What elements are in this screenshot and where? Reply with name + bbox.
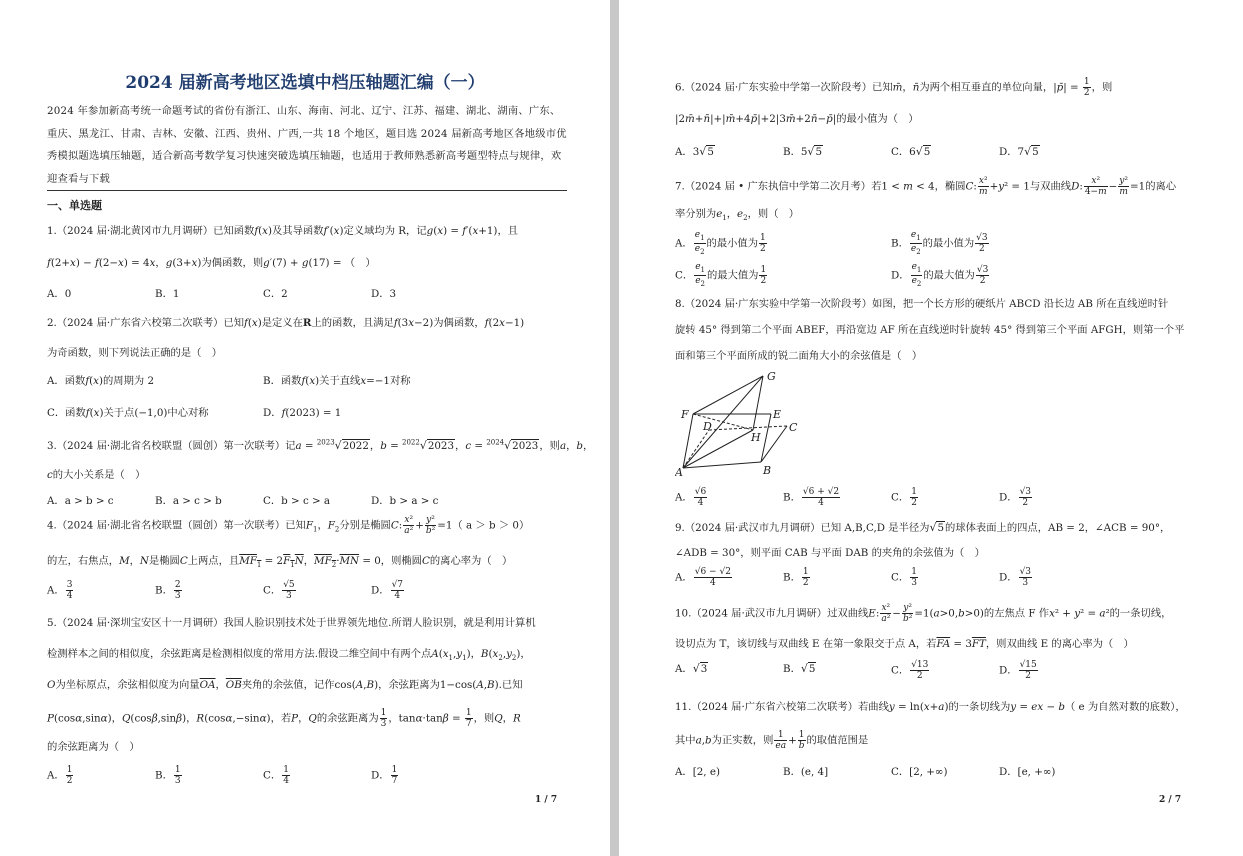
- q8-choice-b: B． $\frac{√6 + √2}{4}$: [783, 487, 840, 508]
- q7-choice-b: B． $\frac{e_1}{e_2}$ 的最小值为 $\frac{√3}{2}$: [891, 230, 988, 256]
- q2-choice-text: B．函数: [263, 375, 302, 387]
- q11-text: 为正实数，则: [711, 734, 774, 747]
- q5-choice-c: C． $\frac{1}{4}$: [263, 765, 289, 786]
- q2-text: 是定义在: [261, 317, 303, 329]
- question-1-line-2: f(2+x) − f(2−x) = 4x，g(3+x)为偶函数，则g′(7) + g(17) = （ ）: [47, 257, 376, 269]
- label-g: G: [767, 370, 776, 383]
- q4-choice-a: A． $\frac{3}{4}$: [47, 580, 73, 601]
- question-5-line-1: 5.（2024 届·深圳宝安区十一月调研）我国人脸识别技术处于世界领先地位.所谓人脸识别，就是利用计算机: [47, 617, 536, 629]
- question-8-line-1: 8.（2024 届·广东实验中学第一次阶段考）如图，把一个长方形的硬纸片 ABCD 沿长边 AB 所在直线逆时针: [675, 298, 1169, 310]
- q1-text: 为偶函数，则: [201, 257, 264, 269]
- q10-text: ，则双曲线 E 的离心率为（ ）: [985, 638, 1134, 650]
- question-11-line-2: 其中a,b为正实数，则 $\frac{1}{ea}$ + $\frac{1}{b}$ 的取值范围是: [675, 730, 869, 751]
- intro-paragraph: 2024 年参加新高考统一命题考试的省份有浙江、山东、海南、河北、辽宁、江苏、福建、湖北、湖南、广东、重庆、黑龙江、甘肃、吉林、安徽、江西、贵州、广西,一共 18 个地区，题目选 2024 届新高考地区各地级市优秀模拟题选填压轴题，适合新高考数学复习快速突破选填压轴题，也适用于教师熟悉新高考题型特点与规律，欢迎查看与下载: [47, 105, 567, 185]
- q2-choice-c: C．函数f(x)关于点(−1,0)中心对称: [47, 407, 209, 419]
- q5-text: ，余弦距离为: [378, 679, 440, 691]
- question-8-line-2: 旋转 45° 得到第二个平面 ABEF，再沿宽边 AF 所在直线逆时针旋转 45° 得到第三个平面 AFGH，则第一个平: [675, 324, 1185, 336]
- q9-text: 的球体表面上的四点，AB = 2，∠ACB = 90°，: [945, 522, 1171, 534]
- q9-choice-a: A． $\frac{√6 - √2}{4}$: [675, 567, 731, 588]
- q7-choice-c: C． $\frac{e_1}{e_2}$ 的最大值为 $\frac{1}{2}$: [675, 262, 767, 288]
- q4-text: ，则椭圆: [380, 555, 422, 567]
- question-5-line-2: 检测样本之间的相似度，余弦距离是检测相似度的常用方法.假设二维空间中有两个点$A(x_1,y_1)$，$B(x_2,y_2)$，: [47, 648, 531, 663]
- page-2: [619, 0, 1243, 856]
- q11-choice-b: B．(e, 4]: [783, 766, 829, 778]
- question-10-line-2: 设切点为 T，该切线与双曲线 E 在第一象限交于点 A，若$\overline{FA} = 3\overline{FT}$，则双曲线 E 的离心率为（ ）: [675, 638, 1134, 650]
- q3-choice-a: A．a > b > c: [47, 495, 114, 507]
- q2-choice-text: C．函数: [47, 407, 86, 419]
- label-d: D: [703, 420, 712, 433]
- q7-choice-d: D． $\frac{e_1}{e_2}$ 的最大值为 $\frac{√3}{2}$: [891, 262, 989, 288]
- q3-choice-c: C．b > c > a: [263, 495, 331, 507]
- q7-choice-text: 的最大值为: [923, 269, 975, 282]
- q2-choice-text: 中心对称: [167, 407, 209, 419]
- q4-text: 的离心率为（ ）: [429, 555, 513, 567]
- q7-text: 率分别为: [675, 208, 717, 220]
- q8-choice-c: C． $\frac{1}{2}$: [891, 487, 917, 508]
- q6-text: 6.（2024 届·广东实验中学第一次阶段考）已知: [675, 81, 893, 94]
- edge-gh: [753, 376, 763, 430]
- q2-choice-text: D．: [263, 407, 282, 419]
- question-3-line-1: 3.（2024 届·湖北省名校联盟（圆创）第一次联考）记a = $^{2023}$√2022，b = $^{2022}$√2023，c = $^{2024}$√2023，则a，b，: [47, 438, 594, 452]
- q4-choice-b: B． $\frac{2}{3}$: [155, 580, 181, 601]
- q7-choice-text: 的最大值为: [706, 269, 759, 282]
- q7-choice-text: 的最小值为: [922, 237, 975, 250]
- question-4-line-1: 4.（2024 届·湖北省名校联盟（圆创）第一次联考）已知$F_1$，$F_2$分别是椭圆C: $\frac{\text{x²}}{\text{a²}}$ + $\frac{\text{y²}}{\text{b²}}$ =1（ a ＞ b ＞ 0）: [47, 515, 530, 536]
- question-11-line-1: 11.（2024 届·广东省六校第二次联考）若曲线y = ln(x+a)的一条切线为y = ex − b（ e 为自然对数的底数），: [675, 701, 1186, 713]
- q7-text: 7.（2024 届 • 广东执信中学第二次月考）若: [675, 180, 882, 193]
- q2-choice-text: A．函数: [47, 375, 86, 387]
- question-4-line-2: 的左，右焦点，M，N是椭圆C上两点，且$MF_1 = 2F_1N$，$MF_2\cdot\overline{MN} = 0$，则椭圆C的离心率为（ ）: [47, 555, 513, 570]
- edge-fg: [693, 376, 763, 414]
- q10-choice-a: A．√3: [675, 662, 708, 675]
- q1-text: 1.（2024 届·湖北黄冈市九月调研）已知函数: [47, 225, 255, 237]
- question-2-line-2: 为奇函数，则下列说法正确的是（ ）: [47, 347, 223, 359]
- edge-af: [683, 414, 693, 468]
- q4-text: 是椭圆: [148, 555, 180, 567]
- q11-text: 的取值范围是: [806, 734, 869, 747]
- q2-text: 为偶函数，: [433, 317, 485, 329]
- q4-choice-d: D． $\frac{√7}{4}$: [371, 580, 404, 601]
- q5-text: 夹角的余弦值，记作: [241, 679, 335, 691]
- q5-text: 的余弦距离为: [316, 712, 379, 725]
- question-7-line-1: 7.（2024 届 • 广东执信中学第二次月考）若1 < m < 4，椭圆C: $\frac{\text{x²}}{m}$ +y² = 1与双曲线D: $\frac{\text{x²}}{4-m}$ − $\frac{\text{y²}}{m}$ =1的离心: [675, 176, 1177, 197]
- q4-choice-c: C． $\frac{√5}{3}$: [263, 580, 295, 601]
- q5-choice-b: B． $\frac{1}{3}$: [155, 765, 181, 786]
- q6-text: 的最小值为（ ）: [836, 113, 919, 125]
- q2-choice-b: B．函数f(x)关于直线x=−1对称: [263, 375, 411, 387]
- label-h: H: [751, 431, 761, 444]
- q8-choice-a: A． $\frac{√6}{4}$: [675, 487, 707, 508]
- q5-text: .已知: [498, 679, 523, 691]
- q4-text: （ a ＞ b ＞ 0）: [452, 519, 530, 532]
- q6-text: 为两个相互垂直的单位向量，: [919, 81, 1054, 94]
- label-e: E: [773, 408, 782, 421]
- q2-choice-text: 对称: [389, 375, 411, 387]
- q4-text: 上两点，且: [187, 555, 240, 567]
- q9-choice-d: D． $\frac{√3}{3}$: [999, 567, 1032, 588]
- q9-choice-b: B． $\frac{1}{2}$: [783, 567, 809, 588]
- edge-dc-hidden: [709, 426, 787, 430]
- q7-text: 与双曲线: [1029, 180, 1072, 193]
- q2-choice-d: D．f(2023) = 1: [263, 407, 342, 419]
- q2-text: 上的函数，且满足: [311, 317, 394, 329]
- label-c: C: [789, 421, 798, 434]
- label-f: F: [681, 408, 689, 421]
- q7-text: ，椭圆: [934, 180, 966, 193]
- q6-choice-a: A．3√5: [675, 145, 714, 158]
- question-6-line-2: |2m̄+n̄|+|m̄+4p̄|+2|3m̄+2n̄−p̄|的最小值为（ ）: [675, 113, 919, 125]
- q5-text: 检测样本之间的相似度，余弦距离是检测相似度的常用方法.假设二维空间中有两个点: [47, 648, 432, 660]
- q11-text: 其中: [675, 734, 696, 747]
- section-divider: [47, 190, 567, 191]
- q1-text: ，且: [497, 225, 519, 237]
- edge-ah: [683, 430, 753, 468]
- q5-choice-a: A． $\frac{1}{2}$: [47, 765, 73, 786]
- q3-text: ，则: [539, 440, 560, 452]
- q11-text: 11.（2024 届·广东省六校第二次联考）若曲线: [675, 701, 889, 713]
- q6-text: ，则: [1091, 81, 1113, 94]
- question-9-line-2: ∠ADB = 30°，则平面 CAB 与平面 DAB 的夹角的余弦值为（ ）: [675, 547, 985, 559]
- edge-ab: [683, 462, 761, 468]
- document-title: 2024 届新高考地区选填中档压轴题汇编（一）: [125, 73, 485, 93]
- q2-choice-text: 关于直线: [319, 375, 361, 387]
- q11-choice-a: A．[2, e): [675, 766, 720, 778]
- question-8-line-3: 面和第三个平面所成的锐二面角大小的余弦值是（ ）: [675, 350, 923, 362]
- q10-choice-b: B．√5: [783, 662, 816, 675]
- question-10-line-1: 10.（2024 届·武汉市九月调研）过双曲线E: $\frac{\text{x²}}{\text{a²}}$ − $\frac{\text{y²}}{\text{b²}}$ =1(a>0,b>0)的左焦点 F 作x² + y² = a²的一条切线，: [675, 603, 1172, 624]
- question-9-line-1: 9.（2024 届·武汉市九月调研）已知 A,B,C,D 是半径为√5的球体表面上的四点，AB = 2，∠ACB = 90°，: [675, 521, 1171, 534]
- q9-choice-c: C． $\frac{1}{3}$: [891, 567, 917, 588]
- q10-text: 设切点为 T，该切线与双曲线 E 在第一象限交于点 A，若: [675, 638, 937, 650]
- label-b: B: [763, 464, 772, 477]
- q11-choice-d: D．[e, +∞): [999, 766, 1056, 778]
- q11-text: 的一条切线为: [948, 701, 1011, 713]
- question-6-line-1: 6.（2024 届·广东实验中学第一次阶段考）已知m̄，n̄为两个相互垂直的单位向量，|p̄| = $\frac{1}{2}$ ，则: [675, 77, 1113, 98]
- q10-text: 的一条切线，: [1109, 607, 1172, 620]
- section-heading: 一、单选题: [47, 199, 102, 212]
- q1-choice-c: C．2: [263, 288, 288, 300]
- question-5-line-4: P(cosα,sinα)，Q(cosβ,sinβ)，R(cosα,−sinα)，若P，Q的余弦距离为 $\frac{1}{3}$ ，tanα·tanβ = $\frac{1}{7}$ ，则Q，R: [47, 708, 521, 729]
- q5-text: ，若: [270, 712, 292, 725]
- q10-text: 10.（2024 届·武汉市九月调研）过双曲线: [675, 607, 869, 620]
- question-1-line-1: 1.（2024 届·湖北黄冈市九月调研）已知函数f(x)及其导函数f′(x)定义域均为 R，记g(x) = f′(x+1)，且: [47, 225, 519, 237]
- page-number: 1 / 7: [535, 795, 558, 805]
- page-1: [0, 0, 610, 856]
- q1-choice-d: D．3: [371, 288, 397, 300]
- q10-text: 的左焦点 F 作: [983, 607, 1050, 620]
- q9-text: 9.（2024 届·武汉市九月调研）已知 A,B,C,D 是半径为: [675, 522, 930, 534]
- question-5-line-3: O为坐标原点，余弦相似度为向量$\overline{OA}$，$\overline{OB}$夹角的余弦值，记作cos(A,B)，余弦距离为1−cos(A,B).已知: [47, 679, 523, 691]
- q7-choice-a: A． $\frac{e_1}{e_2}$ 的最小值为 $\frac{1}{2}$: [675, 230, 766, 256]
- q3-choice-d: D．b > a > c: [371, 495, 439, 507]
- q3-text: 的大小关系是（ ）: [52, 469, 146, 481]
- label-a: A: [675, 466, 683, 479]
- q3-text: 3.（2024 届·湖北省名校联盟（圆创）第一次联考）记: [47, 440, 296, 452]
- q11-choice-c: C．[2, +∞): [891, 766, 948, 778]
- q1-text: 定义域均为 R，记: [343, 225, 427, 237]
- question-7-line-2: 率分别为$e_1$，$e_2$，则（ ）: [675, 208, 800, 223]
- q8-choice-d: D． $\frac{√3}{2}$: [999, 487, 1032, 508]
- question-2-line-1: 2.（2024 届·广东省六校第二次联考）已知f(x)是定义在R上的函数，且满足f(3x−2)为偶函数，f(2x−1): [47, 317, 525, 329]
- q7-text: ，则（ ）: [747, 208, 800, 220]
- q4-text: 4.（2024 届·湖北省名校联盟（圆创）第一次联考）已知: [47, 519, 306, 532]
- question-5-line-5: 的余弦距离为（ ）: [47, 741, 140, 753]
- q5-text: ，则: [473, 712, 495, 725]
- q7-text: 的离心: [1145, 180, 1177, 193]
- question-3-line-2: c的大小关系是（ ）: [47, 469, 146, 481]
- q5-text: 为坐标原点，余弦相似度为向量: [55, 679, 200, 691]
- q10-choice-d: D． $\frac{√15}{2}$: [999, 660, 1037, 681]
- edge-fh-hidden: [693, 414, 753, 430]
- q11-text: （ e 为自然对数的底数），: [1064, 701, 1186, 713]
- q5-choice-d: D． $\frac{1}{7}$: [371, 765, 398, 786]
- geometry-figure: [675, 368, 815, 480]
- q4-text: 分别是椭圆: [339, 519, 391, 532]
- q6-choice-b: B．5√5: [783, 145, 822, 158]
- q2-choice-text: 关于点: [103, 407, 135, 419]
- q1-text: 及其导函数: [272, 225, 324, 237]
- q2-choice-a: A．函数f(x)的周期为 2: [47, 375, 155, 387]
- q1-choice-b: B．1: [155, 288, 180, 300]
- q6-choice-d: D．7√5: [999, 145, 1039, 158]
- q4-text: 的左，右焦点，: [47, 555, 120, 567]
- q3-choice-b: B．a > c > b: [155, 495, 222, 507]
- page-number: 2 / 7: [1159, 795, 1182, 805]
- q6-choice-c: C．6√5: [891, 145, 931, 158]
- q1-choice-a: A．0: [47, 288, 72, 300]
- q10-choice-c: C． $\frac{√13}{2}$: [891, 660, 929, 681]
- q2-text: 2.（2024 届·广东省六校第二次联考）已知: [47, 317, 245, 329]
- q2-choice-text: 的周期为 2: [103, 375, 155, 387]
- q7-choice-text: 的最小值为: [706, 237, 759, 250]
